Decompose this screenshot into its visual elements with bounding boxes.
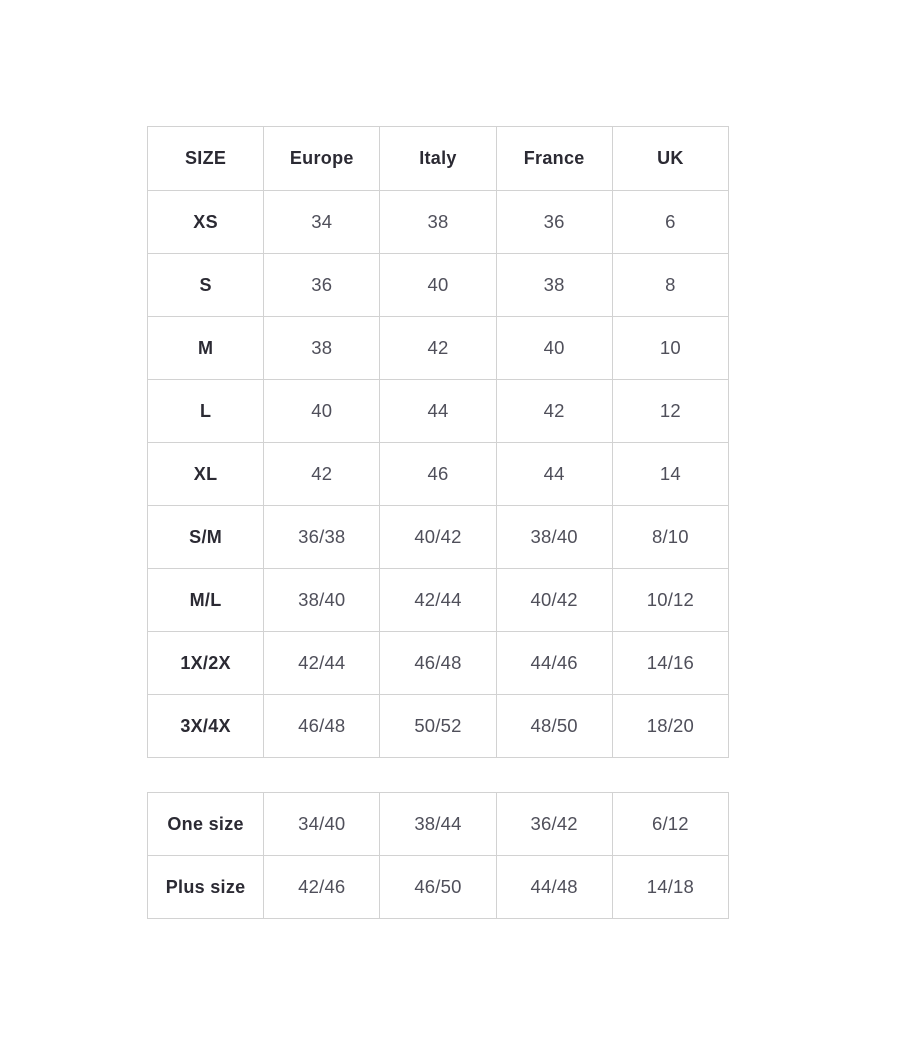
table-row: [148, 317, 729, 380]
header-cell-europe: Europe: [264, 127, 380, 191]
value-cell: 6: [612, 191, 728, 254]
value-cell: 38/44: [380, 793, 496, 856]
table-row: [148, 254, 729, 317]
table-row: [148, 191, 729, 254]
value-cell: 40/42: [496, 569, 612, 632]
table-row: [148, 793, 729, 856]
value-cell: 40/42: [380, 506, 496, 569]
value-cell: 40: [496, 317, 612, 380]
header-cell-size: SIZE: [148, 127, 264, 191]
special-size-table-body: [148, 793, 729, 919]
value-cell: 36/38: [264, 506, 380, 569]
value-cell: 42: [264, 443, 380, 506]
value-cell: 46/48: [264, 695, 380, 758]
header-row: [148, 127, 729, 191]
value-cell: 38/40: [264, 569, 380, 632]
value-cell: 44/46: [496, 632, 612, 695]
value-cell: 40: [264, 380, 380, 443]
value-cell: 8: [612, 254, 728, 317]
value-cell: 12: [612, 380, 728, 443]
value-cell: 42/46: [264, 856, 380, 919]
special-size-table: [147, 792, 729, 919]
value-cell: 34: [264, 191, 380, 254]
table-row: [148, 569, 729, 632]
value-cell: 34/40: [264, 793, 380, 856]
size-label-cell: 3X/4X: [148, 695, 264, 758]
table-row: [148, 856, 729, 919]
value-cell: 42/44: [264, 632, 380, 695]
value-cell: 38/40: [496, 506, 612, 569]
table-row: [148, 443, 729, 506]
value-cell: 44/48: [496, 856, 612, 919]
value-cell: 44: [496, 443, 612, 506]
value-cell: 36: [496, 191, 612, 254]
value-cell: 46/50: [380, 856, 496, 919]
header-cell-france: France: [496, 127, 612, 191]
size-table-body: [148, 191, 729, 758]
value-cell: 46: [380, 443, 496, 506]
size-label-cell: M/L: [148, 569, 264, 632]
size-label-cell: 1X/2X: [148, 632, 264, 695]
size-label-cell: Plus size: [148, 856, 264, 919]
value-cell: 42/44: [380, 569, 496, 632]
value-cell: 36: [264, 254, 380, 317]
header-cell-uk: UK: [612, 127, 728, 191]
value-cell: 42: [496, 380, 612, 443]
size-label-cell: XL: [148, 443, 264, 506]
value-cell: 48/50: [496, 695, 612, 758]
table-row: [148, 380, 729, 443]
value-cell: 14/16: [612, 632, 728, 695]
table-row: [148, 632, 729, 695]
table-row: [148, 506, 729, 569]
size-label-cell: M: [148, 317, 264, 380]
value-cell: 14/18: [612, 856, 728, 919]
value-cell: 10: [612, 317, 728, 380]
value-cell: 38: [496, 254, 612, 317]
table-row: [148, 695, 729, 758]
value-cell: 50/52: [380, 695, 496, 758]
value-cell: 38: [264, 317, 380, 380]
value-cell: 10/12: [612, 569, 728, 632]
value-cell: 14: [612, 443, 728, 506]
size-label-cell: XS: [148, 191, 264, 254]
size-conversion-table: [147, 126, 729, 758]
value-cell: 6/12: [612, 793, 728, 856]
value-cell: 44: [380, 380, 496, 443]
size-table-head: [148, 127, 729, 191]
value-cell: 8/10: [612, 506, 728, 569]
value-cell: 42: [380, 317, 496, 380]
value-cell: 40: [380, 254, 496, 317]
size-label-cell: One size: [148, 793, 264, 856]
size-label-cell: S: [148, 254, 264, 317]
size-label-cell: S/M: [148, 506, 264, 569]
value-cell: 36/42: [496, 793, 612, 856]
value-cell: 38: [380, 191, 496, 254]
header-cell-italy: Italy: [380, 127, 496, 191]
value-cell: 46/48: [380, 632, 496, 695]
size-label-cell: L: [148, 380, 264, 443]
value-cell: 18/20: [612, 695, 728, 758]
